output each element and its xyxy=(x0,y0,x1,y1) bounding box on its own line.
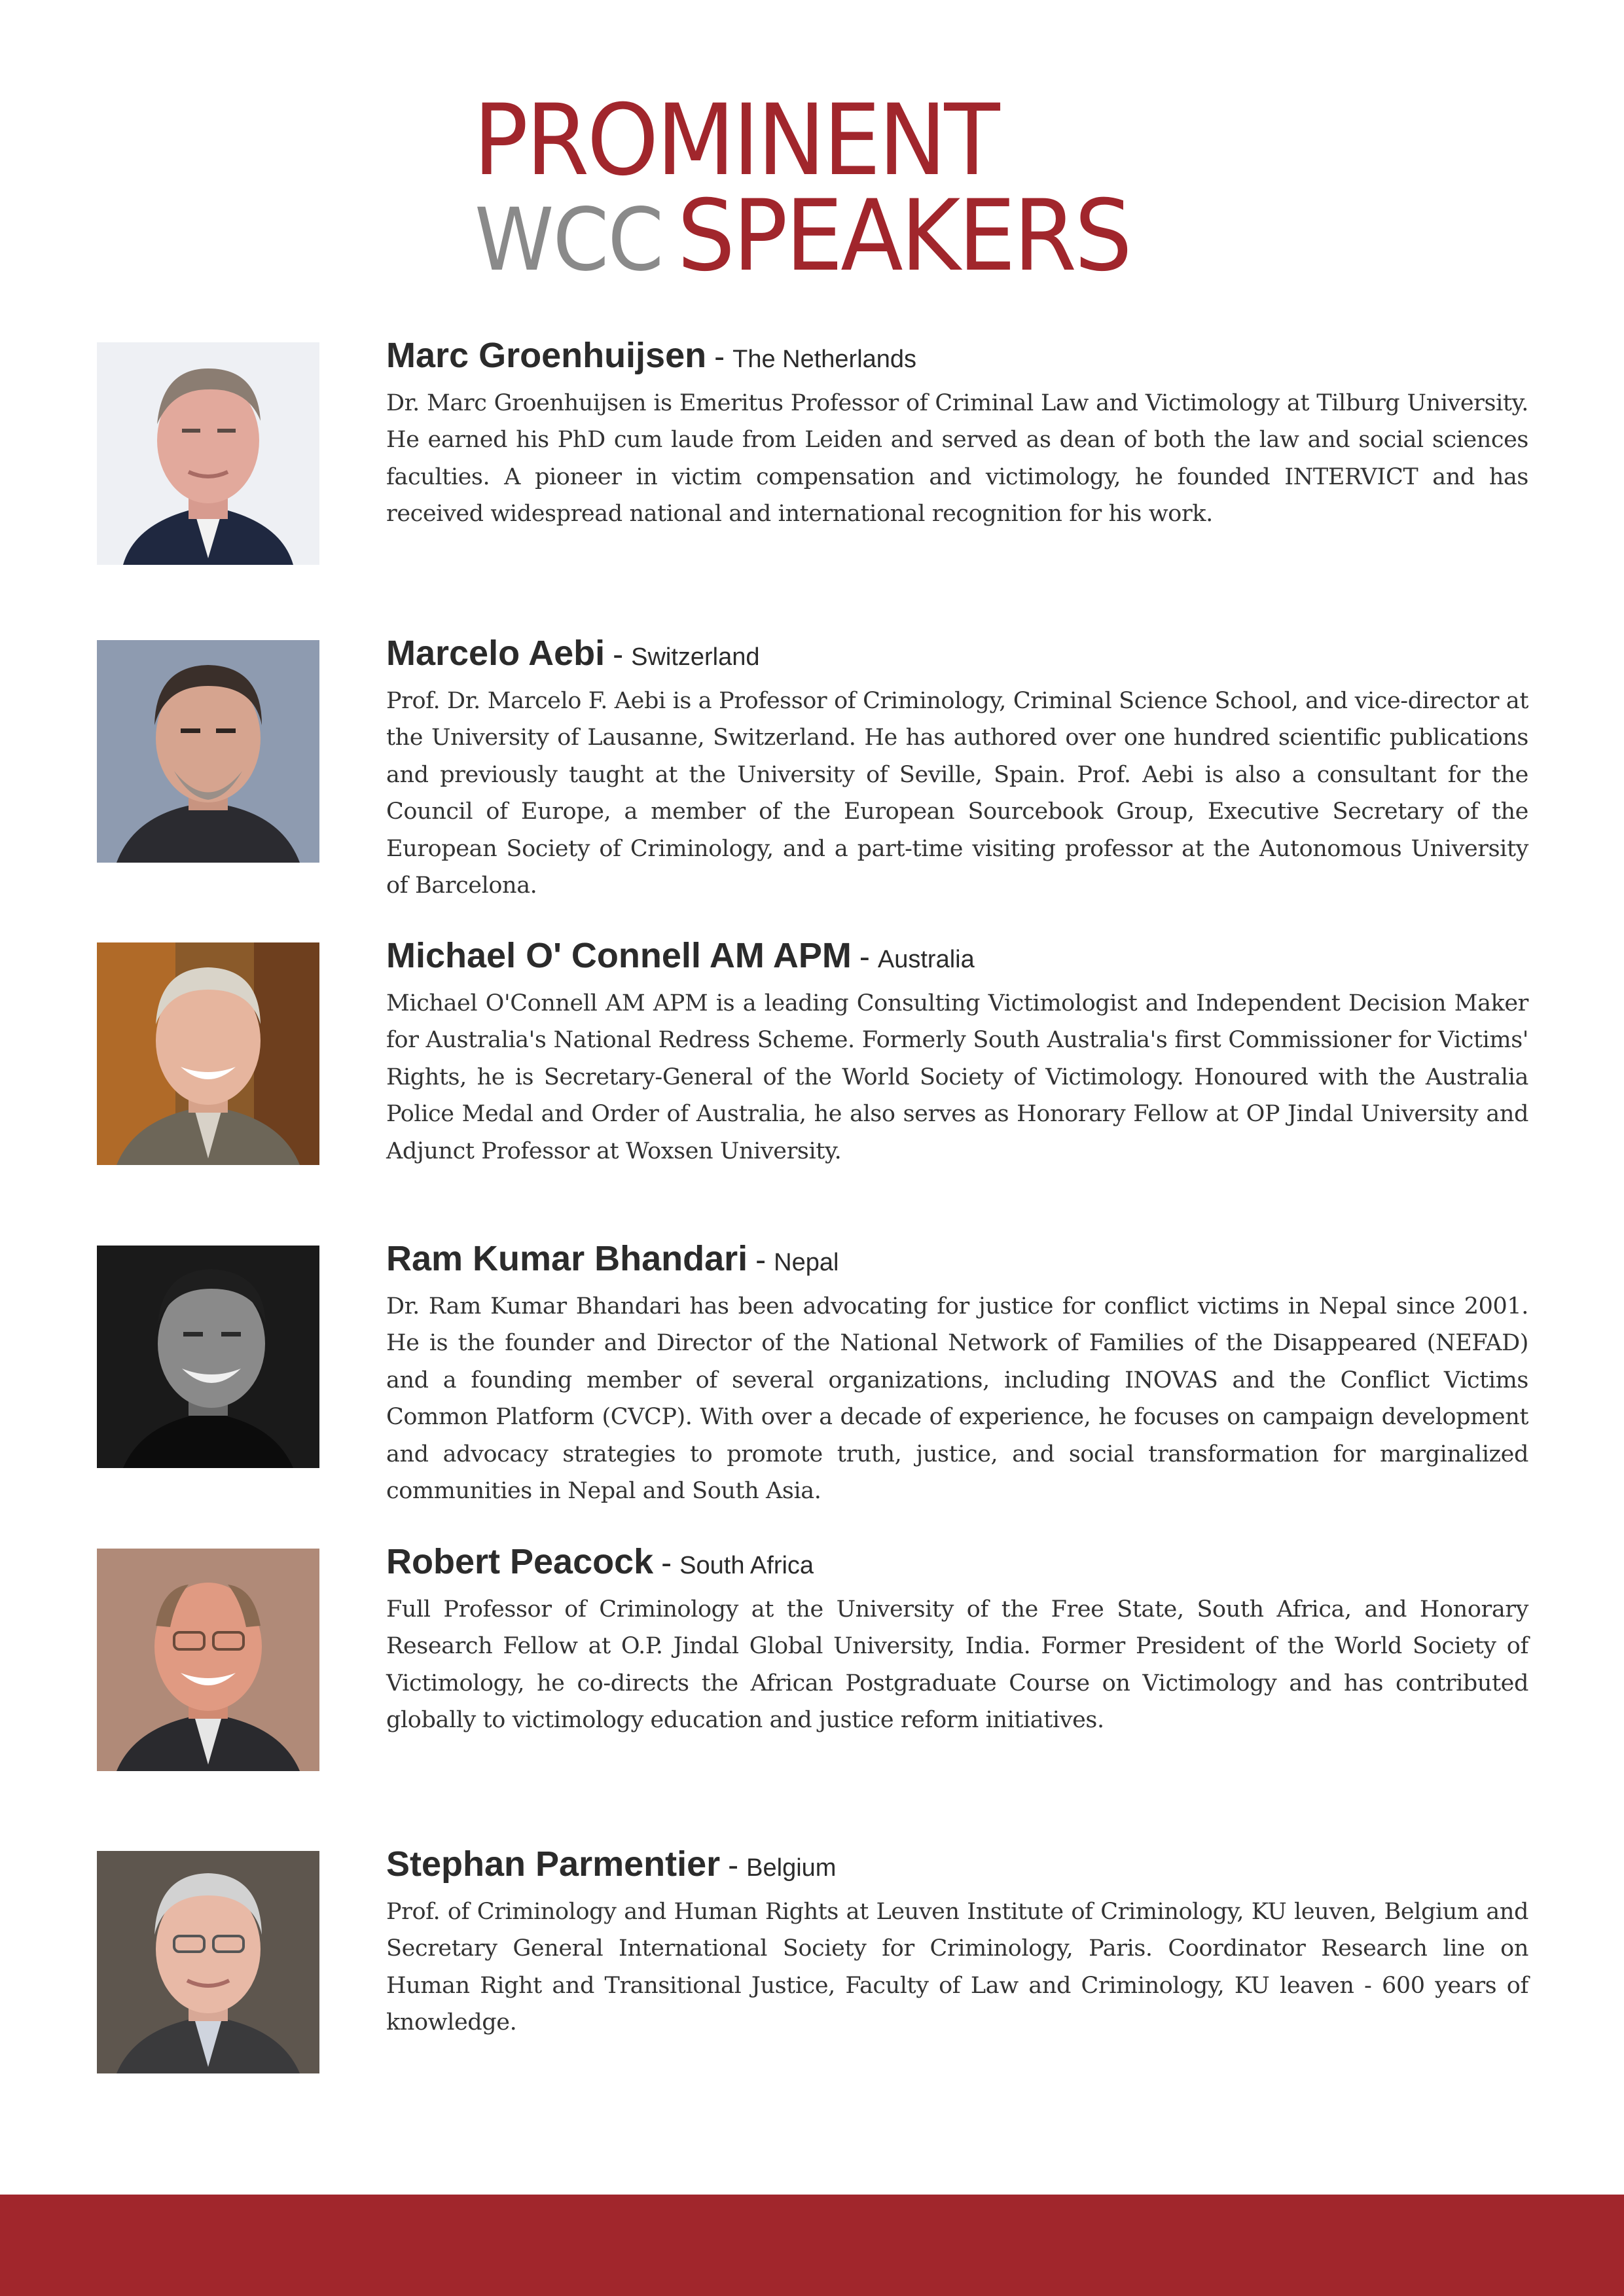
title-prominent: PROMINENT xyxy=(473,84,998,198)
speaker-photo-image xyxy=(97,1549,319,1771)
speaker-photo xyxy=(97,640,319,863)
speaker-info xyxy=(386,935,1528,1170)
speaker-header xyxy=(386,1238,1528,1280)
speaker-bio: Prof. of Criminology and Human Rights at Leuven Institute of Criminology, KU leuven, Belgium and Secretary General International Society for Criminology, Paris. Coordinator Research line on Human Right and Transitional Justice, Faculty of Law and Criminology, KU leaven - 600 years of knowledge. xyxy=(386,1898,1528,2036)
separator: - xyxy=(859,940,870,975)
speaker-bio: Prof. Dr. Marcelo F. Aebi is a Professor of Criminology, Criminal Science School, and vice-director at the University of Lausanne, Switzerland. He has authored over one hundred scientific publications and previously taught at the University of Seville, Spain. Prof. Aebi is also a consultant for the Council of Europe, a member of the European Sourcebook Group, Executive Secretary of the European Society of Criminology, and a part-time visiting professor at the Autonomous University of Barcelona. xyxy=(386,687,1528,899)
title-speakers: SPEAKERS xyxy=(677,179,1130,293)
title-wcc: WCC xyxy=(475,190,663,291)
speaker-name: Ram Kumar Bhandari xyxy=(386,1239,748,1278)
speaker-name: Marc Groenhuijsen xyxy=(386,336,707,375)
speaker-name: Michael O' Connell AM APM xyxy=(386,936,852,975)
separator: - xyxy=(728,1848,739,1883)
speaker-name: Robert Peacock xyxy=(386,1542,654,1581)
speaker-photo-image xyxy=(97,640,319,863)
footer-bar xyxy=(0,2195,1624,2296)
speaker-photo xyxy=(97,342,319,565)
separator: - xyxy=(613,637,624,672)
speaker-bio: Dr. Marc Groenhuijsen is Emeritus Professor of Criminal Law and Victimology at Tilburg University. He earned his PhD cum laude from Leiden and served as dean of both the law and social sciences faculties. A pioneer in victim compensation and victimology, he founded INTERVICT and has received widespread national and international recognition for his work. xyxy=(386,389,1528,528)
speaker-photo xyxy=(97,1246,319,1468)
speaker-header xyxy=(386,1541,1528,1583)
speaker-country: Australia xyxy=(877,946,975,973)
speaker-header xyxy=(386,1843,1528,1886)
page-title xyxy=(473,84,1391,293)
speaker-info xyxy=(386,632,1528,905)
speaker-country: Nepal xyxy=(774,1249,839,1276)
speaker-photo-image xyxy=(97,942,319,1165)
title-line2 xyxy=(475,179,1327,293)
separator: - xyxy=(755,1243,767,1278)
separator: - xyxy=(714,340,725,374)
speaker-info xyxy=(386,1238,1528,1510)
speaker-header xyxy=(386,334,1528,377)
speaker-info xyxy=(386,1541,1528,1739)
speaker-name: Marcelo Aebi xyxy=(386,634,605,673)
speaker-photo-image xyxy=(97,342,319,565)
speaker-country: Switzerland xyxy=(631,643,760,671)
speaker-info xyxy=(386,334,1528,533)
speaker-name: Stephan Parmentier xyxy=(386,1844,721,1884)
speaker-bio: Michael O'Connell AM APM is a leading Consulting Victimologist and Independent Decision Maker for Australia's National Redress Scheme. Formerly South Australia's first Commissioner for Victims' Rights, he is Secretary-General of the World Society of Victimology. Honoured with the Australia Police Medal and Order of Australia, he also serves as Honorary Fellow at OP Jindal University and Adjunct Professor at Woxsen University. xyxy=(386,990,1528,1164)
speaker-country: South Africa xyxy=(679,1552,814,1579)
speaker-photo xyxy=(97,1549,319,1771)
speaker-country: The Netherlands xyxy=(732,346,917,373)
speaker-photo-image xyxy=(97,1851,319,2073)
speaker-country: Belgium xyxy=(746,1854,837,1882)
speaker-info xyxy=(386,1843,1528,2041)
speaker-bio: Full Professor of Criminology at the University of the Free State, South Africa, and Honorary Research Fellow at O.P. Jindal Global University, India. Former President of the World Society of Victimology, he co-directs the African Postgraduate Course on Victimology and has contributed globally to victimology education and justice reform initiatives. xyxy=(386,1596,1528,1734)
speaker-photo xyxy=(97,1851,319,2073)
speaker-header xyxy=(386,632,1528,675)
speaker-bio: Dr. Ram Kumar Bhandari has been advocating for justice for conflict victims in Nepal since 2001. He is the founder and Director of the National Network of Families of the Disappeared (NEFAD) and a founding member of several organizations, including INOVAS and the Conflict Victims Common Platform (CVCP). With over a decade of experience, he focuses on campaign development and advocacy strategies to promote truth, justice, and social transformation for marginalized communities in Nepal and South Asia. xyxy=(386,1293,1528,1505)
speaker-photo xyxy=(97,942,319,1165)
speaker-header xyxy=(386,935,1528,977)
speaker-photo-image xyxy=(97,1246,319,1468)
separator: - xyxy=(661,1546,672,1581)
